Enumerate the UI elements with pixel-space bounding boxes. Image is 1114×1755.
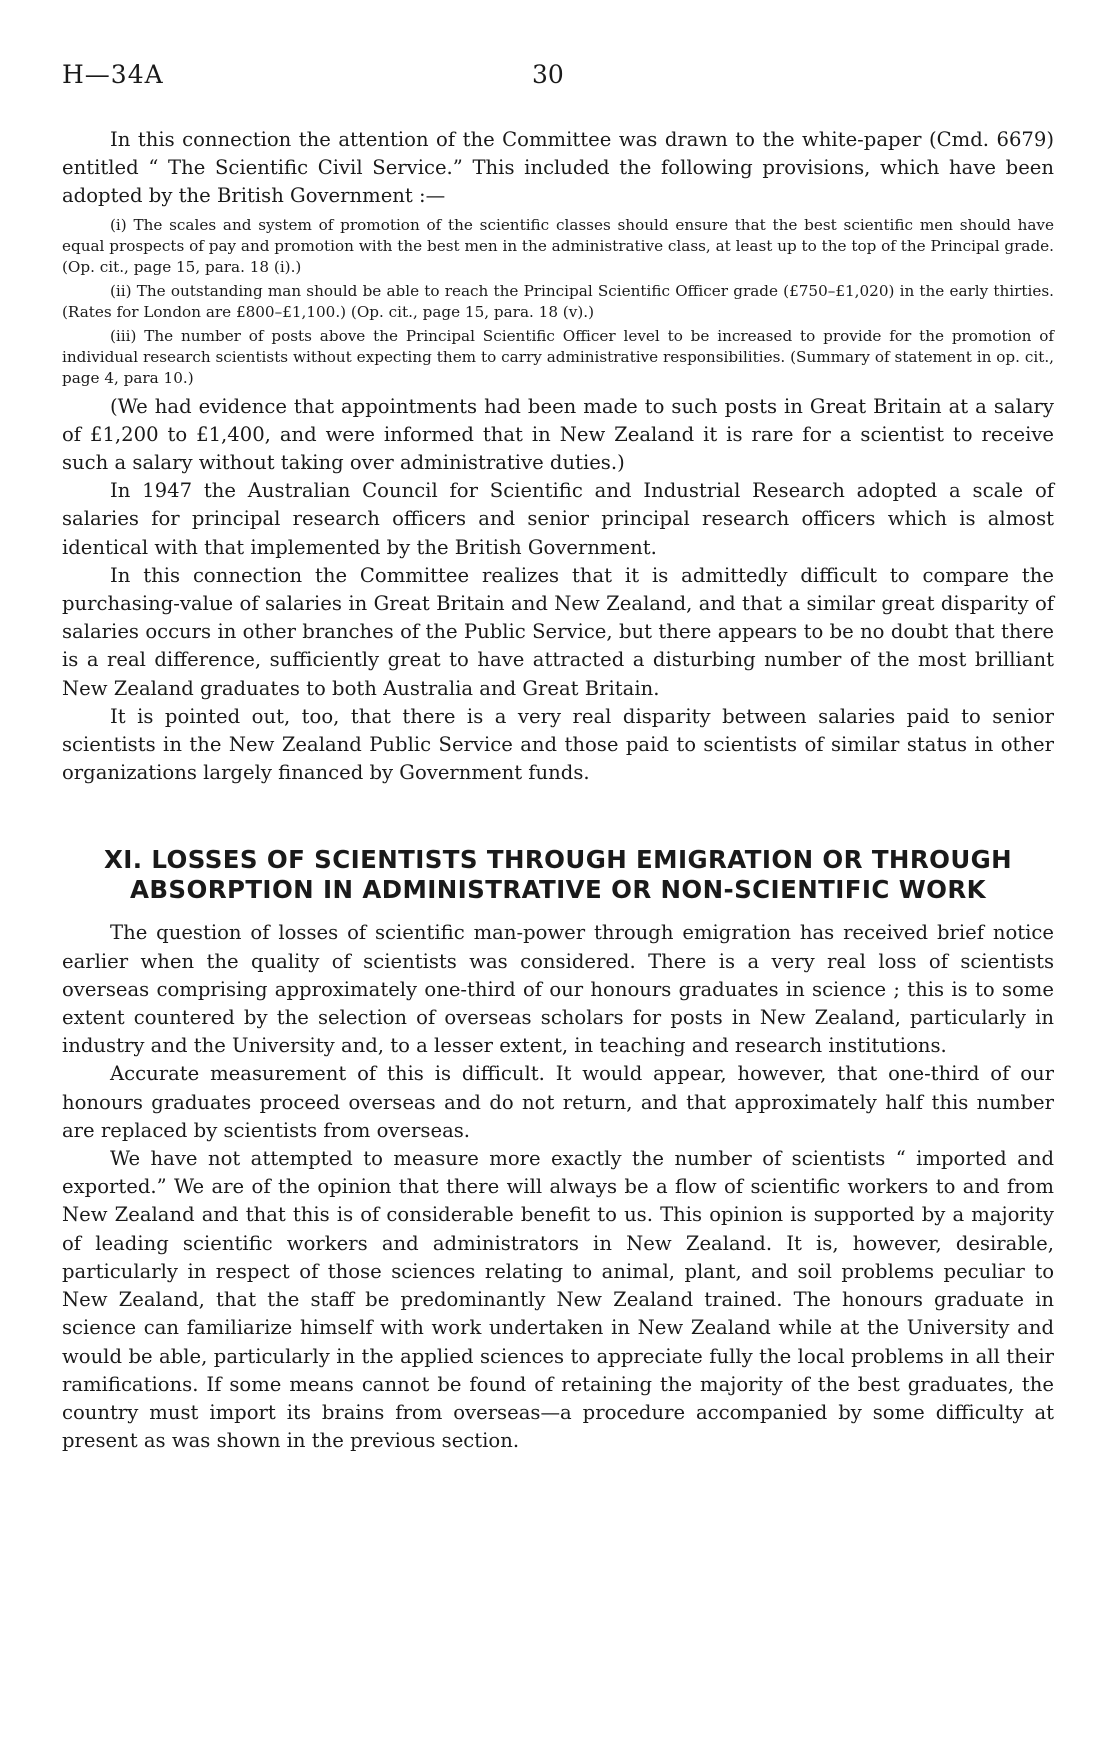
quoted-provision-ii: (ii) The outstanding man should be able to reach the Principal Scientific Officer grade (£750–£1,020) in the early thirties. (Rates for London are £800–£1,100.) (Op. cit., page 15, para. 18 (v).) [62,281,1054,321]
document-reference: H—34A [62,60,164,89]
section-paragraph: Accurate measurement of this is difficult. It would appear, however, that one-third of our honours graduates proceed overseas and do not return, and that approximately half this number are replaced by scientists from overseas. [62,1062,1054,1142]
australia-paragraph: In 1947 the Australian Council for Scientific and Industrial Research adopted a scale of salaries for principal research officers and senior principal research officers which is almost identical with that implemented by the British Government. [62,479,1054,559]
section-paragraph: We have not attempted to measure more exactly the number of scientists “ imported and exported.” We are of the opinion that there will always be a flow of scientific workers to and from New Zealand and that this is of considerable benefit to us. This opinion is supported by a majority of leading scientific workers and administrators in New Zealand. It is, however, desirable, particularly in respect of those sciences relating to animal, plant, and soil problems peculiar to New Zealand, that the staff be predominantly New Zealand trained. The honours graduate in science can familiarize himself with work undertaken in New Zealand while at the University and would be able, particularly in the applied sciences to appreciate fully the local problems in all their ramifications. If some means cannot be found of retaining the majority of the best graduates, the country must import its brains from overseas—a procedure accompanied by some difficulty at present as was shown in the previous section. [62,1147,1054,1453]
page-body [62,126,1054,1455]
disparity-paragraph: It is pointed out, too, that there is a very real disparity between salaries paid to senior scientists in the New Zealand Public Service and those paid to scientists of similar status in other organizations largely financed by Government funds. [62,704,1054,785]
evidence-paragraph: (We had evidence that appointments had been made to such posts in Great Britain at a salary of £1,200 to £1,400, and were informed that in New Zealand it is rare for a scientist to receive such a salary without taking over administrative duties.) [62,394,1054,475]
section-heading [62,845,1054,905]
section-heading-line-1: XI. LOSSES OF SCIENTISTS THROUGH EMIGRATION OR THROUGH [103,845,1013,875]
page-number: 30 [532,60,564,89]
page-header [62,60,1052,94]
purchasing-value-paragraph: In this connection the Committee realizes that it is admittedly difficult to compare the purchasing-value of salaries in Great Britain and New Zealand, and that a similar great disparity of salaries occurs in other branches of the Public Service, but there appears to be no doubt that there is a real difference, sufficiently great to have attracted a disturbing number of the most brilliant New Zealand graduates to both Australia and Great Britain. [62,563,1054,700]
quoted-provision-iii: (iii) The number of posts above the Principal Scientific Officer level to be increased to provide for the promotion of individual research scientists without expecting them to carry administrative responsibilities. (Summary of statement in op. cit., page 4, para 10.) [62,326,1054,387]
intro-paragraph: In this connection the attention of the Committee was drawn to the white-paper (Cmd. 6679) entitled “ The Scientific Civil Service.” This included the following provisions, which have been adopted by the British Government :— [62,128,1054,208]
quoted-provision-i: (i) The scales and system of promotion of the scientific classes should ensure that the best scientific men should have equal prospects of pay and promotion with the best men in the administrative class, at least up to the top of the Principal grade. (Op. cit., page 15, para. 18 (i).) [62,215,1054,276]
section-paragraph: The question of losses of scientific man-power through emigration has received brief notice earlier when the quality of scientists was considered. There is a very real loss of scientists overseas comprising approximately one-third of our honours graduates in science ; this is to some extent countered by the selection of overseas scholars for posts in New Zealand, particularly in industry and the University and, to a lesser extent, in teaching and research institutions. [62,921,1054,1058]
section-heading-line-2: ABSORPTION IN ADMINISTRATIVE OR NON-SCIENTIFIC WORK [129,875,987,905]
